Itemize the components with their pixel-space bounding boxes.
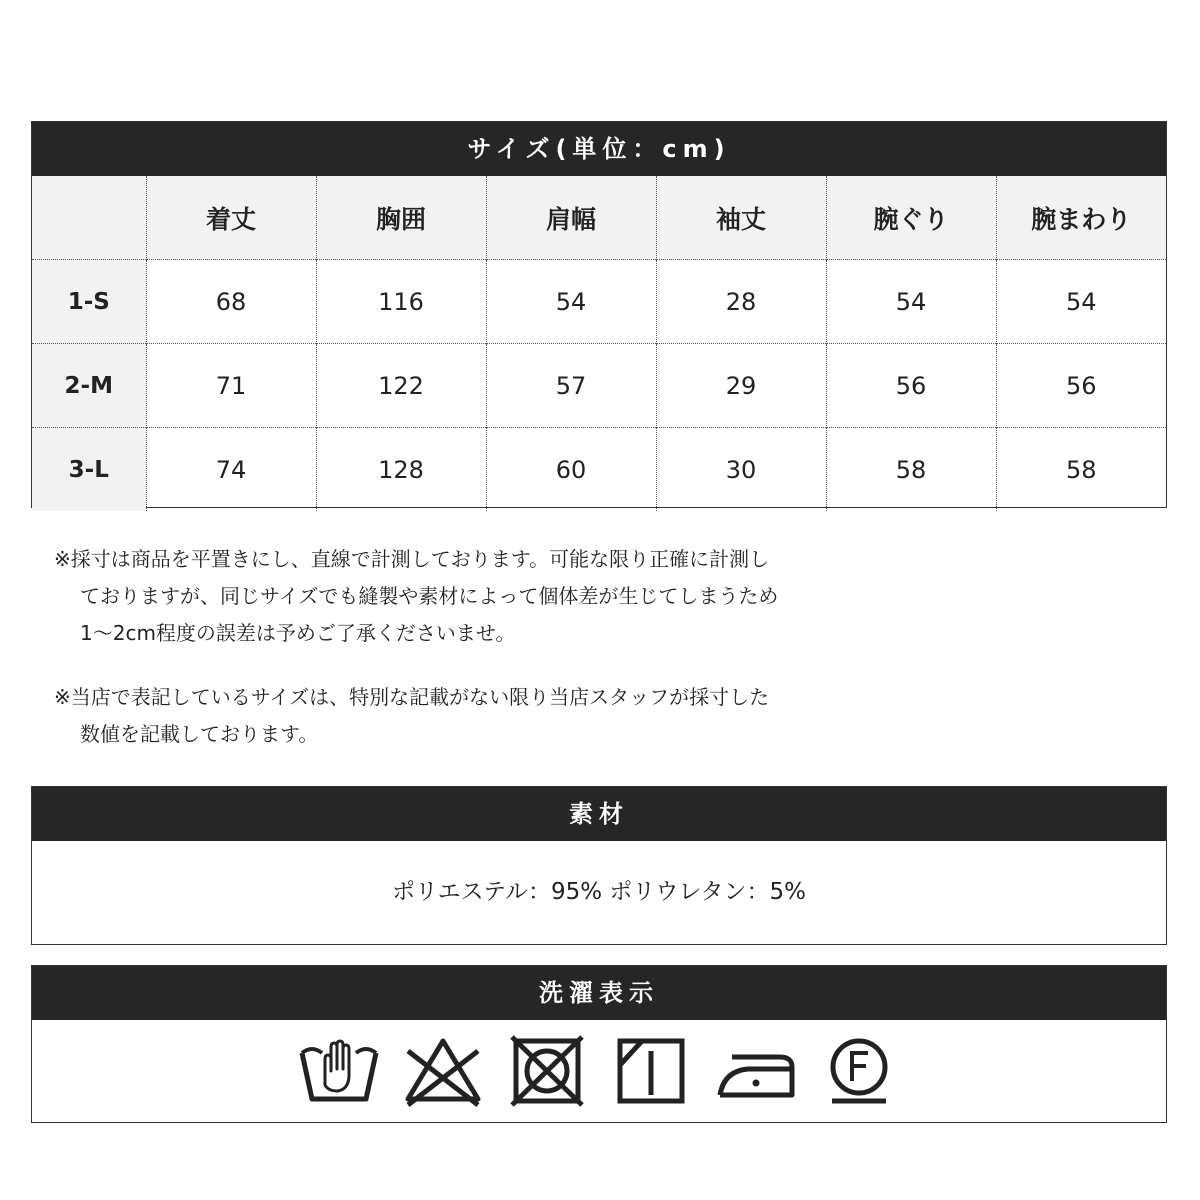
table-cell: 54	[826, 260, 996, 344]
table-cell: 60	[486, 428, 656, 512]
column-header-shoulder: 肩幅	[486, 176, 656, 260]
no-bleach-icon	[402, 1035, 484, 1107]
washing-section	[31, 965, 1167, 1123]
no-tumble-dry-icon	[506, 1035, 588, 1107]
table-cell: 57	[486, 344, 656, 428]
table-cell: 56	[996, 344, 1166, 428]
table-cell: 30	[656, 428, 826, 512]
material-section	[31, 786, 1167, 945]
table-cell: 28	[656, 260, 826, 344]
table-cell: 68	[146, 260, 316, 344]
note-line: 数値を記載しております。	[80, 722, 319, 746]
column-header-chest: 胸囲	[316, 176, 486, 260]
washing-section-title: 洗濯表示	[32, 966, 1166, 1020]
table-row	[32, 428, 1166, 512]
column-header-armhole: 腕ぐり	[826, 176, 996, 260]
size-table-header-row	[32, 176, 1166, 260]
row-header-size: 3-L	[32, 428, 146, 512]
measurement-note	[54, 541, 778, 652]
size-table	[32, 176, 1166, 511]
row-header-size: 1-S	[32, 260, 146, 344]
size-section	[31, 121, 1167, 508]
material-composition: ポリエステル：95% ポリウレタン：5%	[392, 879, 806, 905]
row-header-size: 2-M	[32, 344, 146, 428]
care-icon-row	[32, 1020, 1166, 1122]
size-table-corner	[32, 176, 146, 260]
table-cell: 54	[996, 260, 1166, 344]
size-section-title: サイズ(単位：cm)	[32, 122, 1166, 176]
iron-low-icon	[714, 1035, 796, 1107]
table-cell: 74	[146, 428, 316, 512]
column-header-length: 着丈	[146, 176, 316, 260]
table-cell: 71	[146, 344, 316, 428]
note-line: ておりますが、同じサイズでも縫製や素材によって個体差が生じてしまうため	[80, 584, 779, 608]
table-row	[32, 344, 1166, 428]
column-header-sleeve: 袖丈	[656, 176, 826, 260]
table-cell: 128	[316, 428, 486, 512]
dry-clean-f-icon	[818, 1035, 900, 1107]
size-note	[54, 679, 769, 753]
table-cell: 116	[316, 260, 486, 344]
note-line: ※当店で表記しているサイズは、特別な記載がない限り当店スタッフが採寸した	[54, 685, 770, 709]
table-cell: 58	[996, 428, 1166, 512]
note-line: 1〜2cm程度の誤差は予めご了承くださいませ。	[80, 621, 516, 645]
column-header-arm-circumference: 腕まわり	[996, 176, 1166, 260]
material-section-title: 素材	[32, 787, 1166, 841]
table-cell: 122	[316, 344, 486, 428]
table-cell: 54	[486, 260, 656, 344]
hand-wash-icon	[298, 1035, 380, 1107]
table-cell: 29	[656, 344, 826, 428]
note-line: ※採寸は商品を平置きにし、直線で計測しております。可能な限り正確に計測し	[54, 547, 770, 571]
table-cell: 56	[826, 344, 996, 428]
table-cell: 58	[826, 428, 996, 512]
table-row	[32, 260, 1166, 344]
drip-dry-shade-icon	[610, 1035, 692, 1107]
